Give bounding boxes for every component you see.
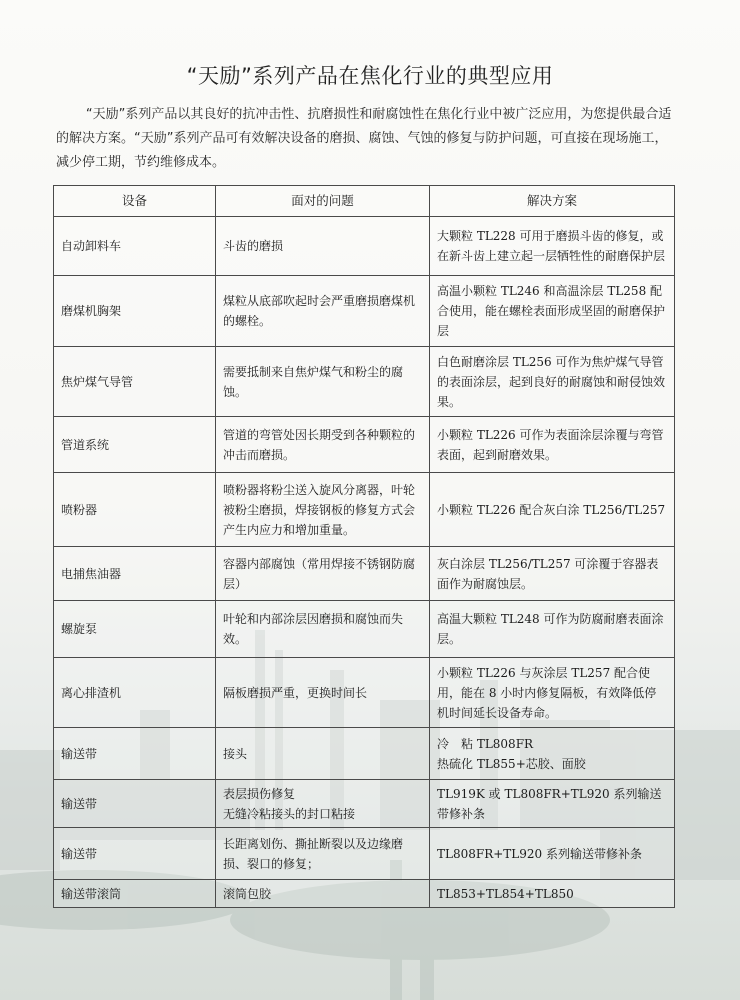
table-row <box>54 780 675 828</box>
equipment-cell: 离心排渣机 <box>54 658 216 728</box>
solution-cell: 高温大颗粒 TL248 可作为防腐耐磨表面涂层。 <box>430 601 675 658</box>
equipment-cell: 输送带 <box>54 828 216 880</box>
equipment-cell: 管道系统 <box>54 417 216 473</box>
problem-cell: 需要抵制来自焦炉煤气和粉尘的腐蚀。 <box>216 347 430 417</box>
problem-cell: 长距离划伤、撕扯断裂以及边缘磨损、裂口的修复； <box>216 828 430 880</box>
problem-cell: 接头 <box>216 728 430 780</box>
solution-cell: TL808FR+TL920 系列输送带修补条 <box>430 828 675 880</box>
solution-line: 热硫化 TL855+芯胶、面胶 <box>437 756 586 771</box>
table-row <box>54 601 675 658</box>
problem-cell: 滚筒包胶 <box>216 880 430 908</box>
solution-cell: 小颗粒 TL226 配合灰白涂 TL256/TL257 <box>430 473 675 547</box>
solution-cell: TL919K 或 TL808FR+TL920 系列输送带修补条 <box>430 780 675 828</box>
problem-cell: 容器内部腐蚀（常用焊接不锈钢防腐层） <box>216 547 430 601</box>
intro-paragraph: “天励”系列产品以其良好的抗冲击性、抗磨损性和耐腐蚀性在焦化行业中被广泛应用，为您提供最合适的解决方案。“天励”系列产品可有效解决设备的磨损、腐蚀、气蚀的修复与防护问题，可直接在现场施工，减少停工期，节约维修成本。 <box>56 107 672 170</box>
table-row <box>54 828 675 880</box>
solution-cell: 高温小颗粒 TL246 和高温涂层 TL258 配合使用，能在螺栓表面形成坚固的耐磨保护层 <box>430 276 675 347</box>
header-solution: 解决方案 <box>430 186 675 217</box>
application-table <box>53 185 675 908</box>
problem-line: 无缝冷粘接头的封口粘接 <box>223 806 356 821</box>
solution-line: 冷 粘 TL808FR <box>437 736 534 751</box>
problem-cell: 叶轮和内部涂层因磨损和腐蚀而失效。 <box>216 601 430 658</box>
equipment-cell: 喷粉器 <box>54 473 216 547</box>
table-row <box>54 473 675 547</box>
equipment-cell: 焦炉煤气导管 <box>54 347 216 417</box>
equipment-cell: 输送带 <box>54 728 216 780</box>
table-row <box>54 728 675 780</box>
header-problem: 面对的问题 <box>216 186 430 217</box>
table-header-row <box>54 186 675 217</box>
equipment-cell: 磨煤机胸架 <box>54 276 216 347</box>
problem-line: 表层损伤修复 <box>223 786 296 801</box>
solution-cell: 小颗粒 TL226 可作为表面涂层涂覆与弯管表面，起到耐磨效果。 <box>430 417 675 473</box>
table-row <box>54 547 675 601</box>
solution-cell: TL853+TL854+TL850 <box>430 880 675 908</box>
equipment-cell: 螺旋泵 <box>54 601 216 658</box>
problem-cell: 喷粉器将粉尘送入旋风分离器，叶轮被粉尘磨损，焊接钢板的修复方式会产生内应力和增加重量。 <box>216 473 430 547</box>
solution-cell <box>430 728 675 780</box>
solution-cell: 大颗粒 TL228 可用于磨损斗齿的修复，或在新斗齿上建立起一层牺牲性的耐磨保护层 <box>430 217 675 276</box>
header-equipment: 设备 <box>54 186 216 217</box>
equipment-cell: 自动卸料车 <box>54 217 216 276</box>
table-row <box>54 276 675 347</box>
solution-cell: 小颗粒 TL226 与灰涂层 TL257 配合使用，能在 8 小时内修复隔板，有效降低停机时间延长设备寿命。 <box>430 658 675 728</box>
problem-cell: 隔板磨损严重，更换时间长 <box>216 658 430 728</box>
problem-cell: 管道的弯管处因长期受到各种颗粒的冲击而磨损。 <box>216 417 430 473</box>
solution-cell: 白色耐磨涂层 TL256 可作为焦炉煤气导管的表面涂层，起到良好的耐腐蚀和耐侵蚀效果。 <box>430 347 675 417</box>
table-row <box>54 880 675 908</box>
table-row <box>54 658 675 728</box>
problem-cell <box>216 780 430 828</box>
page-title: “天励”系列产品在焦化行业的典型应用 <box>186 64 554 88</box>
solution-cell: 灰白涂层 TL256/TL257 可涂覆于容器表面作为耐腐蚀层。 <box>430 547 675 601</box>
table-row <box>54 347 675 417</box>
problem-cell: 斗齿的磨损 <box>216 217 430 276</box>
equipment-cell: 电捕焦油器 <box>54 547 216 601</box>
table-row <box>54 417 675 473</box>
equipment-cell: 输送带 <box>54 780 216 828</box>
problem-cell: 煤粒从底部吹起时会严重磨损磨煤机的螺栓。 <box>216 276 430 347</box>
table-row <box>54 217 675 276</box>
equipment-cell: 输送带滚筒 <box>54 880 216 908</box>
